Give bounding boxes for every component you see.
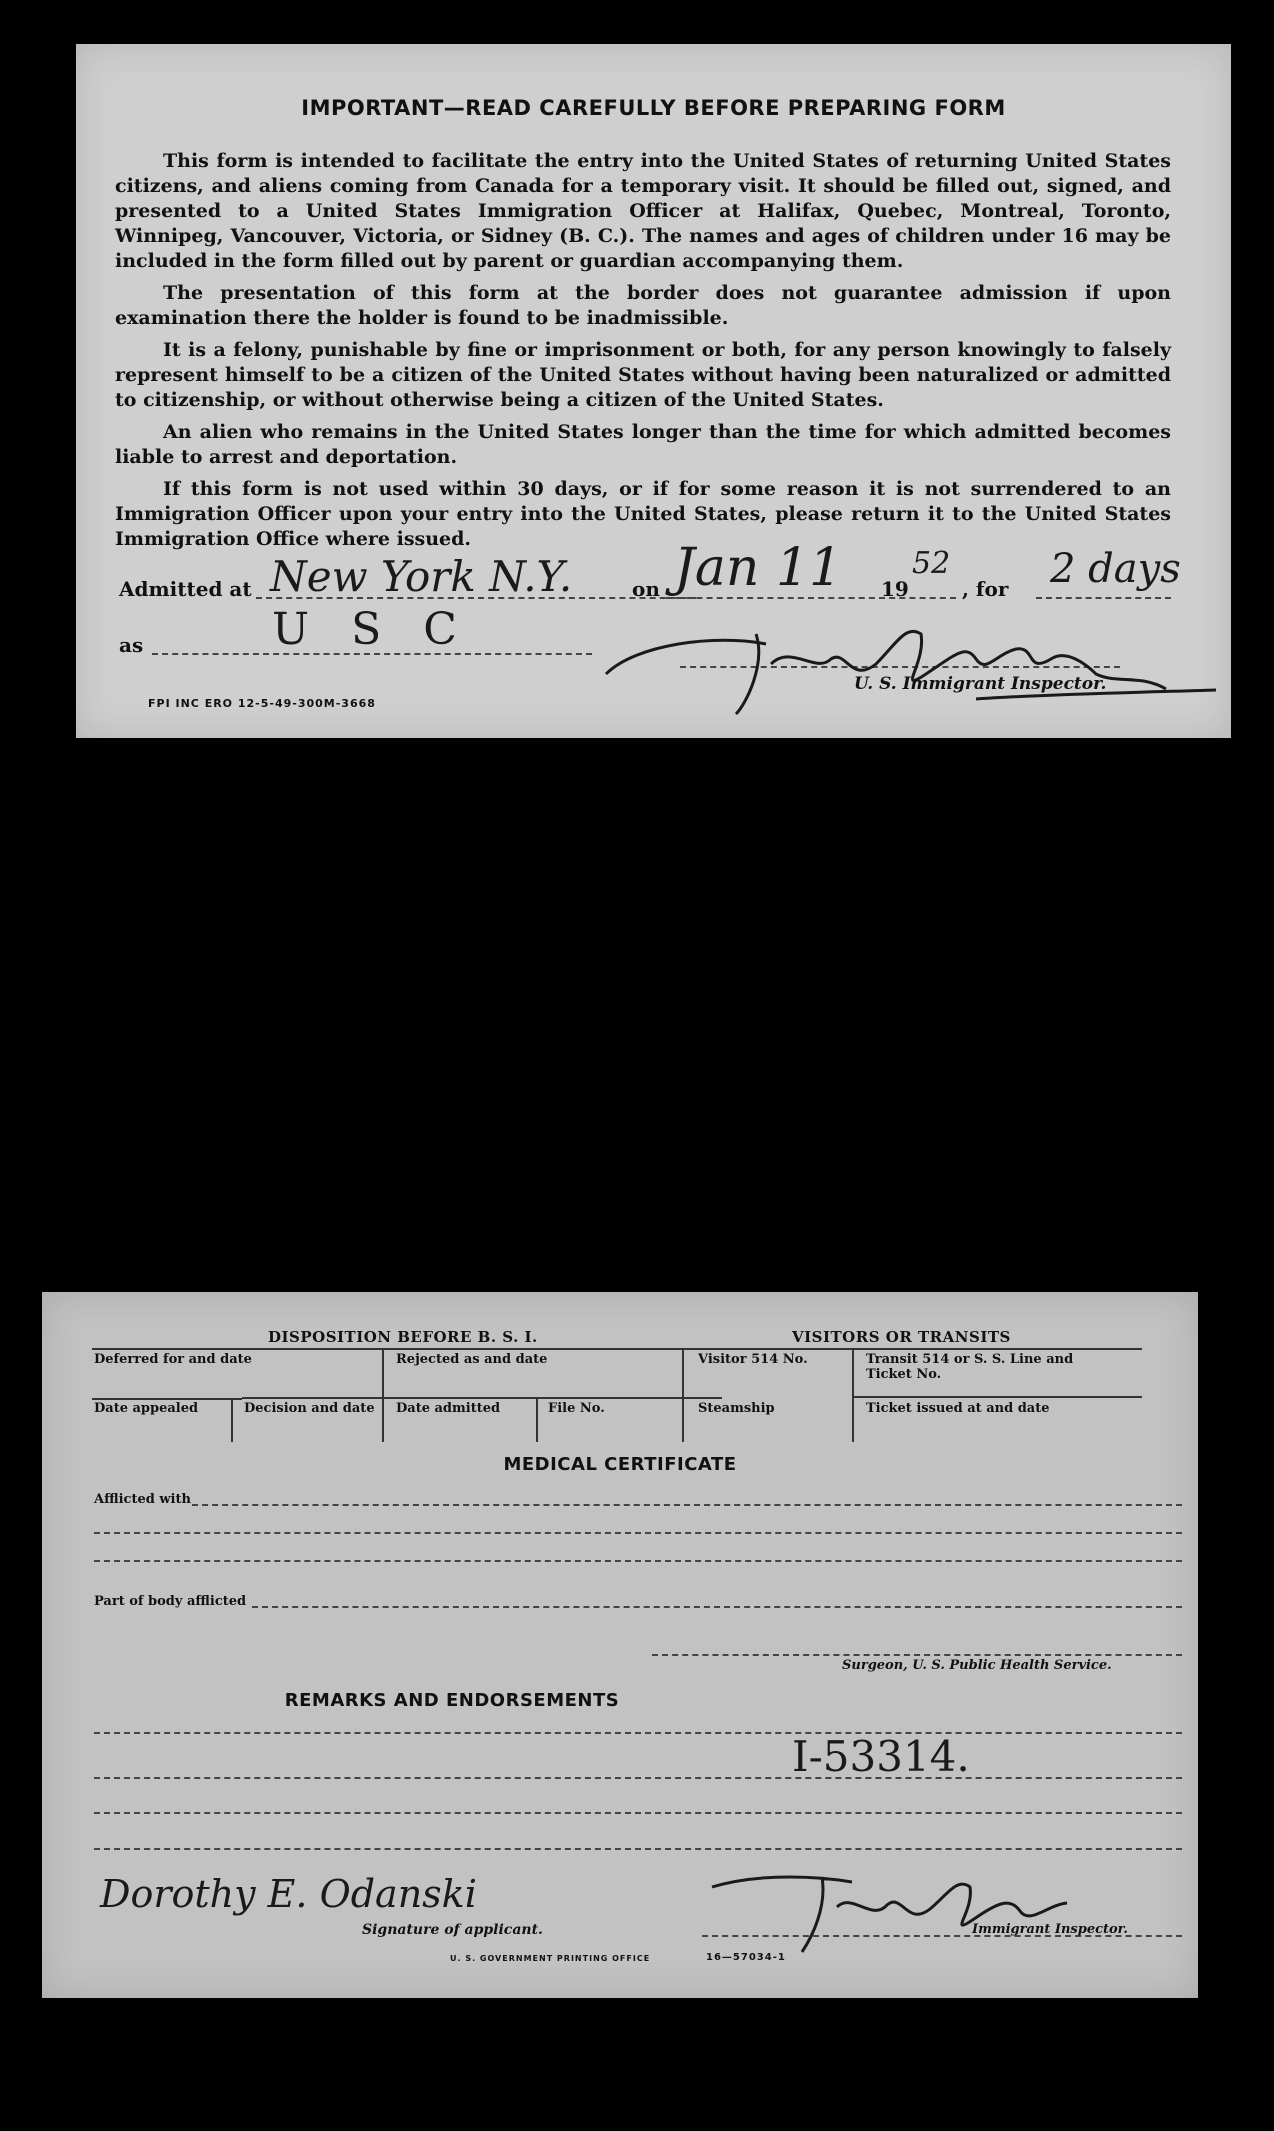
- cell-deferred: Deferred for and date: [94, 1352, 252, 1367]
- on-label: on: [632, 577, 660, 601]
- printing-office: U. S. GOVERNMENT PRINTING OFFICE: [450, 1954, 651, 1963]
- admitted-at-label: Admitted at: [119, 577, 252, 601]
- applicant-signature-label: Signature of applicant.: [362, 1922, 543, 1938]
- inspector-label: U. S. Immigrant Inspector.: [854, 674, 1107, 694]
- cell-decision: Decision and date: [244, 1401, 375, 1416]
- medical-title: MEDICAL CERTIFICATE: [503, 1454, 737, 1475]
- paragraph-admission: The presentation of this form at the border does not guarantee admission if upon examination there the holder is found to be inadmissible.: [115, 282, 1171, 329]
- inspector-signature: [596, 604, 1236, 724]
- form-code: FPI INC ERO 12-5-49-300M-3668: [148, 697, 376, 710]
- remarks-title: REMARKS AND ENDORSEMENTS: [284, 1690, 620, 1711]
- entry-card-front: [76, 44, 1231, 738]
- grid-divider-4: [231, 1398, 233, 1442]
- cell-rejected: Rejected as and date: [396, 1352, 548, 1367]
- year-prefix: 19: [881, 577, 909, 601]
- date-value: Jan 11: [674, 538, 843, 598]
- grid-middle-line-left: [242, 1397, 722, 1399]
- cell-date-admitted: Date admitted: [396, 1401, 501, 1416]
- surgeon-line: [652, 1654, 1182, 1656]
- inspector-signature-back: [702, 1867, 1082, 1957]
- grid-top-line: [92, 1348, 1142, 1350]
- year-value: 52: [912, 546, 951, 581]
- printing-code: 16—57034-1: [706, 1952, 786, 1963]
- card-heading: IMPORTANT—READ CAREFULLY BEFORE PREPARING FORM: [301, 96, 1006, 120]
- cell-visitor-514: Visitor 514 No.: [698, 1352, 808, 1367]
- for-value: 2 days: [1050, 546, 1181, 592]
- as-value: U S C: [272, 604, 471, 655]
- inspector-label-back: Immigrant Inspector.: [972, 1922, 1128, 1937]
- grid-divider-5: [536, 1398, 538, 1442]
- as-label: as: [119, 633, 144, 657]
- paragraph-alien: An alien who remains in the United States longer than the time for which admitted becomes liable to arrest and deportation.: [115, 421, 1171, 468]
- afflicted-line-2: [94, 1532, 1182, 1534]
- paragraph-purpose: This form is intended to facilitate the entry into the United States of returning United States citizens, and aliens coming from Canada for a temporary visit. It should be filled out, signed, and presented to a United States Immigration Officer at Halifax, Quebec, Montreal, Toronto, Winnipeg, Vancouver, Victoria, or Sidney (B. C.). The names and ages of children under 16 may be included in the form filled out by parent or guardian accompanying them.: [115, 150, 1171, 272]
- part-afflicted-label: Part of body afflicted: [94, 1594, 247, 1609]
- admitted-at-value: New York N.Y.: [270, 552, 573, 601]
- grid-middle-line-right: [852, 1396, 1142, 1398]
- remarks-line-4: [94, 1848, 1182, 1850]
- surgeon-label: Surgeon, U. S. Public Health Service.: [842, 1658, 1112, 1673]
- part-afflicted-line: [252, 1606, 1182, 1608]
- paragraph-felony: It is a felony, punishable by fine or imprisonment or both, for any person knowingly to falsely represent himself to be a citizen of the United States without having been naturalized or admitted to citizenship, or without otherwise being a citizen of the United States.: [115, 339, 1171, 411]
- visitors-title: VISITORS OR TRANSITS: [792, 1328, 1011, 1346]
- cell-ticket-issued: Ticket issued at and date: [866, 1401, 1050, 1416]
- cell-file-no: File No.: [548, 1401, 605, 1416]
- grid-middle-line-a: [92, 1398, 242, 1400]
- grid-divider-3: [852, 1348, 854, 1442]
- cell-date-appealed: Date appealed: [94, 1401, 199, 1416]
- remarks-line-1: [94, 1732, 1182, 1734]
- afflicted-label: Afflicted with: [94, 1492, 191, 1507]
- cell-steamship: Steamship: [698, 1401, 775, 1416]
- disposition-title: DISPOSITION BEFORE B. S. I.: [268, 1328, 538, 1346]
- grid-divider-1: [382, 1348, 384, 1442]
- applicant-signature: Dorothy E. Odanski: [100, 1872, 477, 1916]
- afflicted-line-3: [94, 1560, 1182, 1562]
- remarks-line-3: [94, 1812, 1182, 1814]
- entry-card-back: [42, 1292, 1198, 1998]
- afflicted-line-1: [192, 1504, 1182, 1506]
- grid-divider-2: [682, 1348, 684, 1442]
- for-label: , for: [962, 577, 1009, 601]
- paragraph-return: If this form is not used within 30 days, or if for some reason it is not surrendered to an Immigration Officer upon your entry into the United States, please return it to the United States Immigration Office where issued.: [115, 478, 1171, 550]
- cell-transit-514: Transit 514 or S. S. Line and Ticket No.: [866, 1352, 1074, 1382]
- for-line: [1036, 597, 1171, 599]
- remarks-line-2: [94, 1777, 1182, 1779]
- remark-value: I-53314.: [792, 1732, 970, 1781]
